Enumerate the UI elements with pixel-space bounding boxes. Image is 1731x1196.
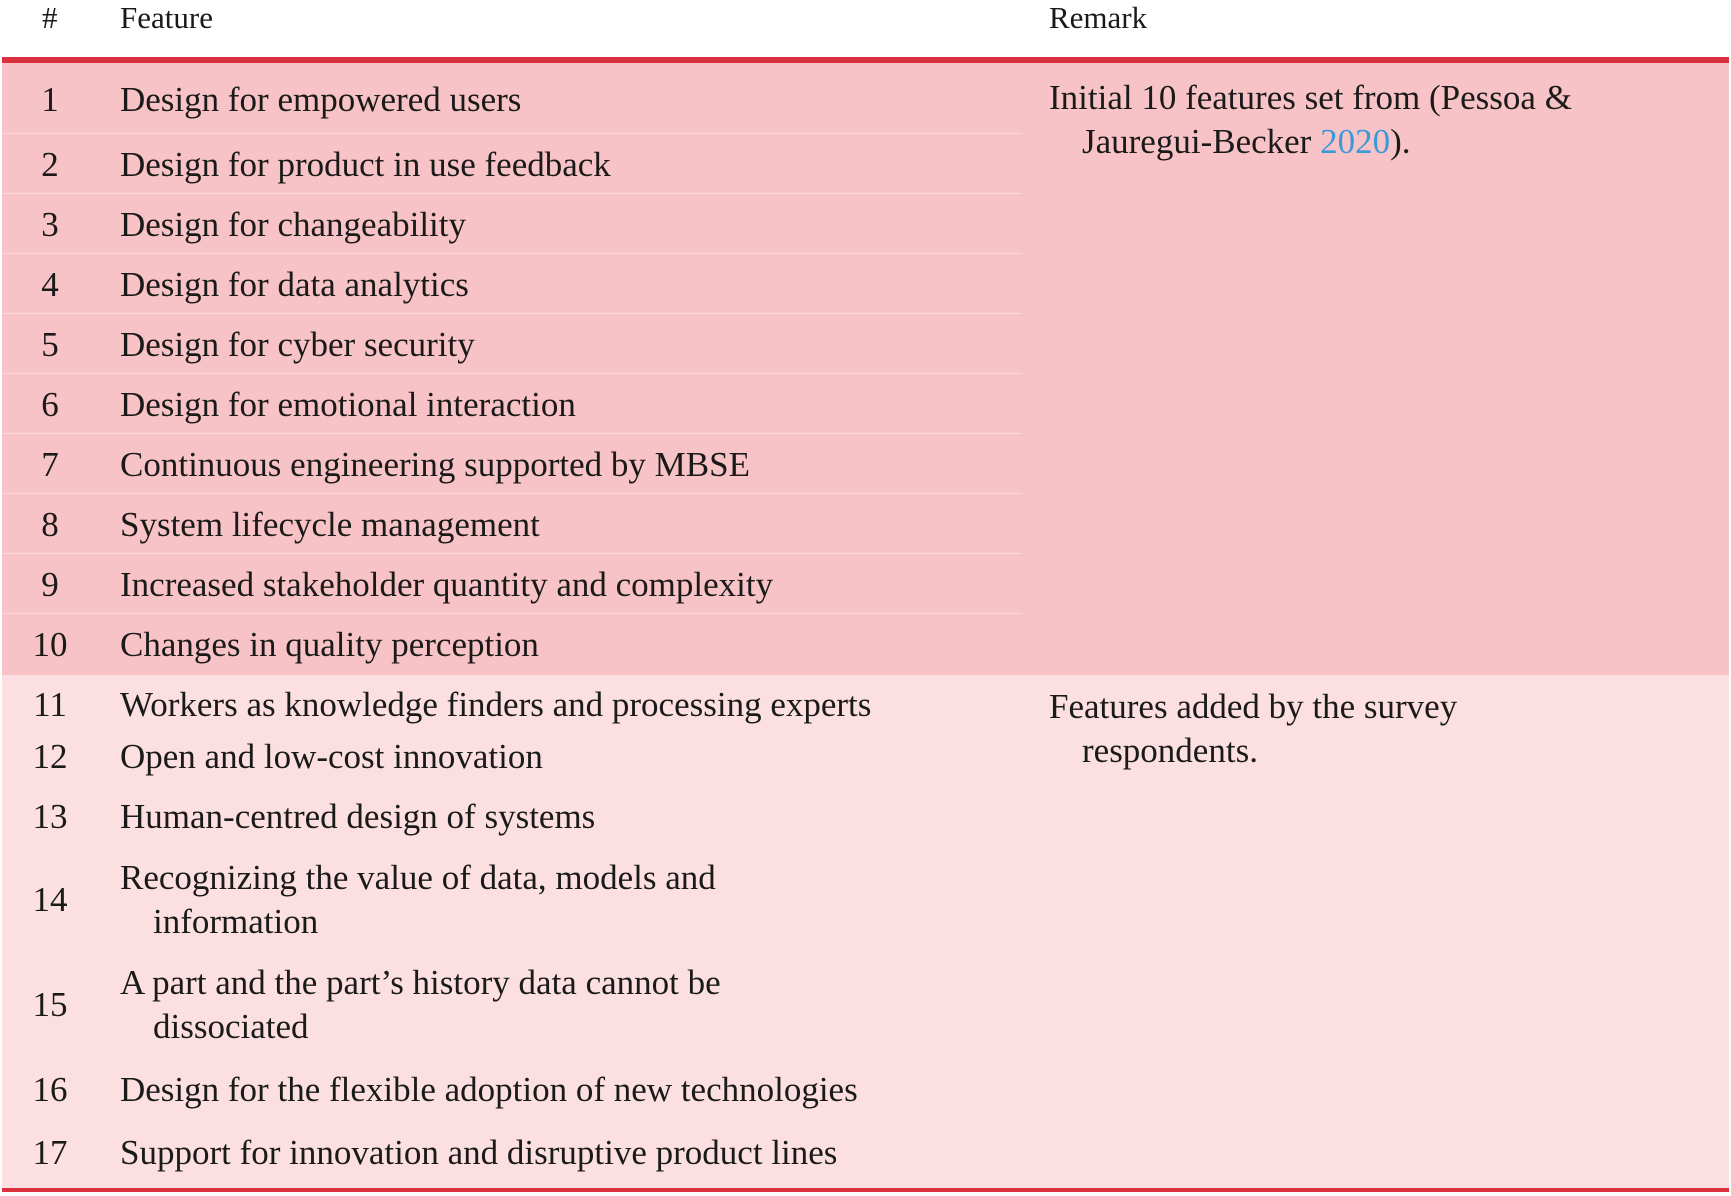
- remark-initial-end: ).: [1390, 122, 1411, 161]
- row-divider: [2, 553, 1022, 554]
- row-divider: [2, 133, 1022, 134]
- row-number: 15: [32, 985, 68, 1024]
- feature-text: Design for product in use feedback: [120, 145, 611, 184]
- feature-text: Design for changeability: [120, 205, 467, 244]
- remark-initial-line2: [1082, 122, 1411, 162]
- row-divider: [2, 313, 1022, 314]
- row-number: 14: [32, 880, 68, 919]
- table-bottom-rule: [2, 1188, 1729, 1192]
- feature-text: Design for the flexible adoption of new technologies: [120, 1070, 858, 1109]
- header-number: #: [42, 0, 58, 35]
- feature-text: Design for cyber security: [120, 325, 475, 364]
- feature-text: Design for empowered users: [120, 80, 522, 119]
- row-number: 7: [41, 445, 59, 484]
- feature-text: Continuous engineering supported by MBSE: [120, 445, 750, 484]
- feature-text: Support for innovation and disruptive product lines: [120, 1133, 838, 1172]
- row-number: 13: [32, 797, 68, 836]
- feature-text: Open and low-cost innovation: [120, 737, 543, 776]
- row-number: 4: [41, 265, 59, 304]
- feature-text: Human-centred design of systems: [120, 797, 596, 836]
- feature-text: Changes in quality perception: [120, 625, 539, 664]
- feature-text: Design for data analytics: [120, 265, 469, 304]
- row-divider: [2, 193, 1022, 194]
- row-divider: [2, 493, 1022, 494]
- citation-link[interactable]: 2020: [1320, 122, 1391, 161]
- remark-initial-text: Jauregui-Becker: [1082, 122, 1321, 161]
- row-number: 10: [32, 625, 68, 664]
- row-number: 8: [41, 505, 59, 544]
- remark-added-line1: Features added by the survey: [1049, 687, 1458, 726]
- feature-text: System lifecycle management: [120, 505, 540, 544]
- row-divider: [2, 613, 1022, 614]
- header-remark: Remark: [1049, 0, 1148, 35]
- row-number: 2: [41, 145, 59, 184]
- remark-initial-line1: Initial 10 features set from (Pessoa &: [1049, 78, 1572, 117]
- row-divider: [2, 373, 1022, 374]
- row-divider: [2, 253, 1022, 254]
- remark-added-line2: respondents.: [1082, 731, 1258, 770]
- feature-text: Recognizing the value of data, models and: [120, 858, 716, 897]
- row-number: 11: [33, 685, 67, 724]
- feature-text: Workers as knowledge finders and processing experts: [120, 685, 872, 724]
- feature-text: Design for emotional interaction: [120, 385, 576, 424]
- feature-text-continued: dissociated: [153, 1007, 309, 1046]
- row-number: 9: [41, 565, 59, 604]
- row-number: 17: [32, 1133, 68, 1172]
- feature-text-continued: information: [153, 902, 319, 941]
- row-divider: [2, 433, 1022, 434]
- feature-text: A part and the part’s history data cannot be: [120, 963, 721, 1002]
- row-number: 1: [41, 80, 59, 119]
- feature-text: Increased stakeholder quantity and complexity: [120, 565, 774, 604]
- row-number: 5: [41, 325, 59, 364]
- row-number: 3: [41, 205, 59, 244]
- row-number: 6: [41, 385, 59, 424]
- row-number: 16: [32, 1070, 68, 1109]
- row-number: 12: [32, 737, 68, 776]
- header-feature: Feature: [120, 0, 213, 35]
